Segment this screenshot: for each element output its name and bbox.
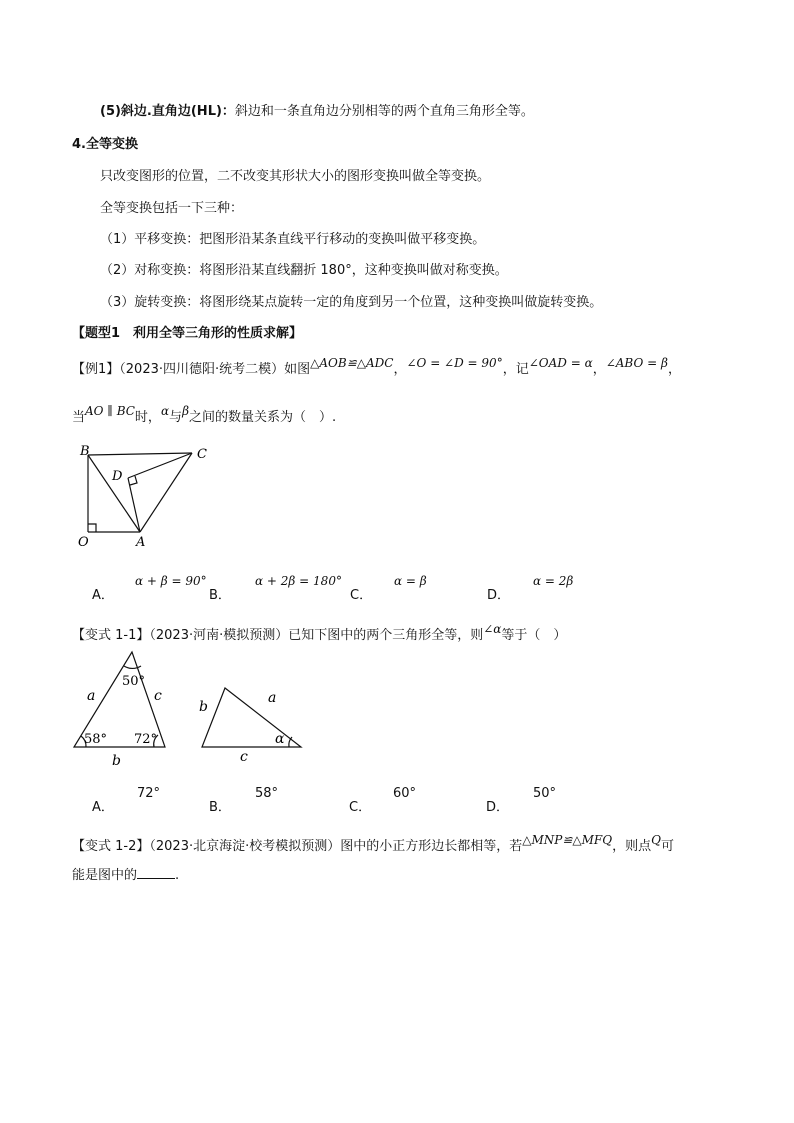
example1-text: 当 xyxy=(72,410,86,425)
example1-text: ， xyxy=(592,362,606,377)
variant1-2-line-2 xyxy=(72,866,179,885)
segment-dc xyxy=(128,453,192,478)
right-angle-o xyxy=(88,524,96,532)
example1-tag: 【例1】 xyxy=(72,362,120,377)
option-b-value: α + 2β = 180° xyxy=(255,574,342,588)
label-a: A xyxy=(136,535,146,550)
example1-right-angles: ∠O = ∠D = 90° xyxy=(406,356,503,370)
option-c-value: 60° xyxy=(393,786,417,801)
section4-item-1: （1）平移变换：把图形沿某条直线平行移动的变换叫做平移变换。 xyxy=(100,232,486,247)
option-c-value: α = β xyxy=(394,574,427,588)
variant1-1-tag: 【变式 1-1】 xyxy=(72,628,150,643)
example1-parallel: AO ∥ BC xyxy=(85,404,135,418)
option-b-value: 58° xyxy=(255,786,279,801)
variant1-1-text: 已知下图中的两个三角形全等，则 xyxy=(288,628,484,643)
example1-text: 如图 xyxy=(284,362,311,377)
option-d-letter[interactable]: D． xyxy=(486,800,510,815)
rule5-line xyxy=(100,103,534,121)
side-c-label: c xyxy=(154,688,162,704)
variant1-2-line-1 xyxy=(72,833,674,856)
topic-heading: 【题型1 利用全等三角形的性质求解】 xyxy=(72,326,303,341)
section4-item-2: （2）对称变换：将图形沿某直线翻折 180°，这种变换叫做对称变换。 xyxy=(100,263,508,278)
variant1-1-alpha: ∠α xyxy=(483,622,502,636)
triangle2-side-b-label: b xyxy=(199,699,208,715)
variant1-2-congruence: △MNP≌△MFQ xyxy=(522,833,613,847)
option-a-letter[interactable]: A． xyxy=(92,588,114,603)
example1-alpha: α xyxy=(160,404,170,418)
example1-alpha-def: ∠OAD = α xyxy=(528,356,593,370)
example1-congruence: △AOB≌△ADC xyxy=(310,356,394,370)
label-b: B xyxy=(80,444,90,459)
variant1-2-point-q: Q xyxy=(651,833,661,847)
example1-beta: β xyxy=(182,404,189,418)
section4-paragraph-1: 只改变图形的位置，二不改变其形状大小的图形变换叫做全等变换。 xyxy=(100,169,491,184)
angle-left-label: 58° xyxy=(84,732,108,747)
side-a-label: a xyxy=(87,688,96,704)
example1-source: （2023·四川德阳·统考二模） xyxy=(119,362,285,377)
example1-text: 与 xyxy=(169,410,183,425)
rule5-body: 斜边和一条直角边分别相等的两个直角三角形全等。 xyxy=(234,104,534,119)
section4-paragraph-2: 全等变换包括一下三种： xyxy=(100,201,244,216)
option-d-letter[interactable]: D． xyxy=(487,588,511,603)
section4-item-3: （3）旋转变换：将图形绕某点旋转一定的角度到另一个位置，这种变换叫做旋转变换。 xyxy=(100,295,603,310)
angle-top-label: 50° xyxy=(122,674,146,689)
variant1-2-text: ，则点 xyxy=(612,839,652,854)
variant1-2-text: 能是图中的 xyxy=(72,868,138,883)
option-d-value: α = 2β xyxy=(533,574,574,588)
variant1-1-source: （2023·河南·模拟预测） xyxy=(149,628,289,643)
side-b-label: b xyxy=(112,753,121,769)
label-d: D xyxy=(112,469,123,484)
section4-title: 4.全等变换 xyxy=(72,137,138,152)
option-a-letter[interactable]: A． xyxy=(92,800,114,815)
variant1-2-text: . xyxy=(175,868,180,883)
arc-top xyxy=(124,666,141,668)
segment-ca xyxy=(140,453,192,532)
example1-line-1 xyxy=(72,356,681,379)
example1-beta-def: ∠ABO = β xyxy=(605,356,668,370)
triangle2-alpha-label: α xyxy=(275,731,285,747)
variant1-2-source: （2023·北京海淀·校考模拟预测） xyxy=(149,839,341,854)
example1-text: 时， xyxy=(134,410,161,425)
option-c-letter[interactable]: C． xyxy=(349,800,372,815)
variant1-1-line xyxy=(72,622,567,645)
option-c-letter[interactable]: C． xyxy=(350,588,373,603)
variant1-2-text: 可 xyxy=(660,839,674,854)
option-b-letter[interactable]: B． xyxy=(209,800,231,815)
option-b-letter[interactable]: B． xyxy=(209,588,231,603)
triangle2-side-c-label: c xyxy=(240,749,248,765)
rule5-head: (5)斜边.直角边(HL)： xyxy=(100,104,235,119)
variant1-1-text: 等于（ ） xyxy=(501,628,567,643)
example1-text: ，记 xyxy=(502,362,529,377)
example1-text: 之间的数量关系为（ ）. xyxy=(189,410,337,425)
example1-line-2 xyxy=(72,404,337,427)
option-d-value: 50° xyxy=(533,786,557,801)
triangle-2 xyxy=(202,688,301,747)
variant1-1-figure xyxy=(68,648,318,770)
angle-right-label: 72° xyxy=(134,732,158,747)
label-o: O xyxy=(78,535,89,550)
triangle2-side-a-label: a xyxy=(268,690,277,706)
answer-blank[interactable] xyxy=(137,866,175,879)
variant1-2-text: 图中的小正方形边长都相等，若 xyxy=(340,839,523,854)
variant1-2-tag: 【变式 1-2】 xyxy=(72,839,150,854)
segment-ba xyxy=(88,455,140,532)
example1-text: ， xyxy=(667,362,681,377)
label-c: C xyxy=(197,447,207,462)
option-a-value: 72° xyxy=(137,786,161,801)
example1-text: ， xyxy=(393,362,407,377)
option-a-value: α + β = 90° xyxy=(135,574,207,588)
example1-figure xyxy=(70,440,230,555)
